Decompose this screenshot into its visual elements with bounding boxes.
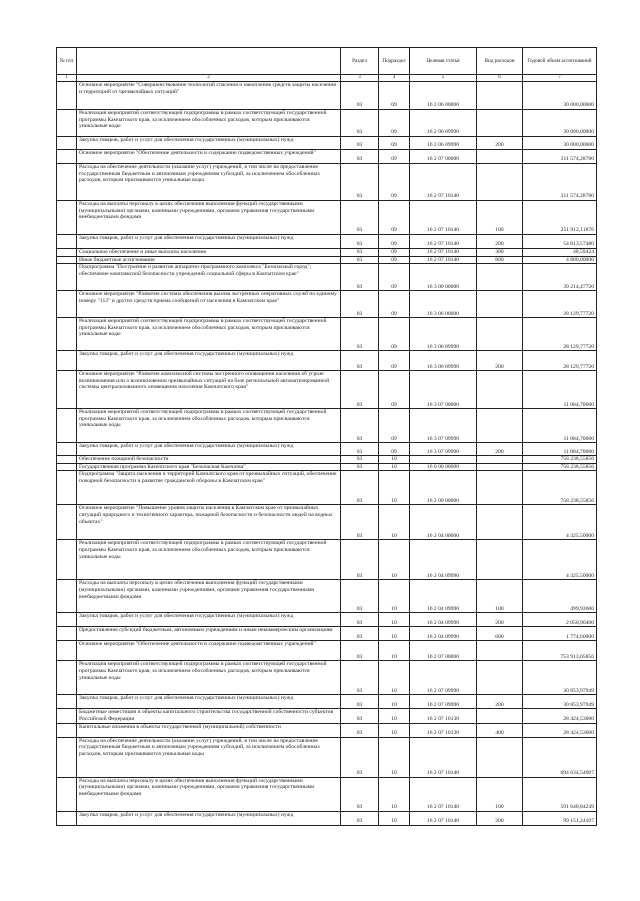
row-amount-cell: 4 325,50000 (523, 540, 597, 580)
row-expense-type-cell: 800 (477, 256, 523, 264)
table-row (57, 777, 597, 811)
row-name-cell: Основное мероприятие "Развитие системы обеспечения вызова экстренных оперативных служб по единому номеру "112" и других средств приема сообщений от населения в Камчатском крае" (77, 291, 341, 318)
table-row (57, 443, 597, 456)
table-row (57, 471, 597, 505)
row-razdel-cell: 03 (341, 709, 379, 723)
table-row (57, 709, 597, 723)
row-podrazdel-cell: 09 (379, 371, 410, 409)
row-podrazdel-cell: 10 (379, 709, 410, 723)
row-amount-cell: 30 853,97949 (523, 661, 597, 695)
table-row (57, 351, 597, 371)
row-target-item-cell: 16 2 06 09990 (410, 110, 477, 137)
column-number: 1 (57, 75, 77, 82)
header-name (77, 48, 341, 75)
row-podrazdel-cell: 09 (379, 409, 410, 443)
row-expense-type-cell: 600 (477, 627, 523, 641)
row-razdel-cell: 03 (341, 777, 379, 811)
row-target-item-cell: 16 2 06 09990 (410, 137, 477, 150)
row-name-cell: Бюджетные инвестиции в объекты капитального строительства государственной собственности субъектов Российской Федерации (77, 709, 341, 723)
row-name-cell: Закупка товаров, работ и услуг для обеспечения государственных (муниципальных) нужд (77, 613, 341, 627)
row-podrazdel-cell: 09 (379, 150, 410, 164)
row-podrazdel-cell: 10 (379, 613, 410, 627)
row-target-item-cell: 16 2 07 10140 (410, 737, 477, 777)
row-number-cell (57, 627, 77, 641)
table-row (57, 811, 597, 825)
row-target-item-cell: 16 2 07 10140 (410, 777, 477, 811)
row-number-cell (57, 661, 77, 695)
row-expense-type-cell: 200 (477, 613, 523, 627)
row-amount-cell: 54 813,57480 (523, 235, 597, 249)
row-expense-type-cell (477, 164, 523, 201)
row-expense-type-cell: 200 (477, 811, 523, 825)
row-number-cell (57, 249, 77, 257)
row-podrazdel-cell: 09 (379, 291, 410, 318)
row-number-cell (57, 164, 77, 201)
table-row (57, 371, 597, 409)
row-number-cell (57, 471, 77, 505)
row-amount-cell: 311 574,28780 (523, 164, 597, 201)
row-razdel-cell: 03 (341, 641, 379, 661)
table-row (57, 249, 597, 257)
table-row (57, 737, 597, 777)
row-target-item-cell: 16 2 06 00000 (410, 82, 477, 110)
row-name-cell: Основное мероприятие "Совершенствование технологий спасения и накопление средств защиты населения и территорий от чрезвычайных ситуаций" (77, 82, 341, 110)
row-expense-type-cell (477, 505, 523, 540)
row-name-cell: Реализация мероприятий соответствующей подпрограммы в рамках соответствующей государственной программы Камчатского края, за исключением обособленных расходов, которым присваиваются уникальные коды (77, 540, 341, 580)
row-amount-cell: 758 238,55856 (523, 471, 597, 505)
row-amount-cell: 758 238,55856 (523, 456, 597, 464)
row-razdel-cell: 03 (341, 150, 379, 164)
table-row (57, 164, 597, 201)
table-body (57, 82, 597, 826)
row-number-cell (57, 256, 77, 264)
row-name-cell: Реализация мероприятий соответствующей подпрограммы в рамках соответствующей государственной программы Камчатского края, за исключением обособленных расходов, которым присваиваются уникальные коды (77, 110, 341, 137)
row-number-cell (57, 150, 77, 164)
row-expense-type-cell (477, 110, 523, 137)
row-razdel-cell: 03 (341, 409, 379, 443)
row-number-cell (57, 777, 77, 811)
row-amount-cell: 99 151,24107 (523, 811, 597, 825)
row-name-cell: Закупка товаров, работ и услуг для обеспечения государственных (муниципальных) нужд (77, 443, 341, 456)
table-row (57, 150, 597, 164)
row-name-cell: Подпрограмма "Построение и развитие аппаратно-программного комплекса "Безопасный город", обеспечение комплексной безопасности учреждений социальной сферы в Камчатском крае" (77, 264, 341, 291)
row-name-cell: Основное мероприятие "Обеспечение деятельности и содержание подведомственных учреждений" (77, 641, 341, 661)
row-expense-type-cell (477, 409, 523, 443)
row-number-cell (57, 318, 77, 351)
table-row (57, 201, 597, 235)
row-expense-type-cell (477, 641, 523, 661)
row-expense-type-cell: 200 (477, 137, 523, 150)
table-row (57, 540, 597, 580)
row-podrazdel-cell: 10 (379, 661, 410, 695)
row-name-cell: Основное мероприятие "Повышение уровня защиты населения в Камчатском крае от чрезвычайных ситуаций природного и техногенного характера, пожарной безопасности и безопасности людей на водных объектах" (77, 505, 341, 540)
row-amount-cell: 30 000,00000 (523, 137, 597, 150)
row-amount-cell: 311 574,28780 (523, 150, 597, 164)
row-target-item-cell: 16 2 07 10140 (410, 164, 477, 201)
row-expense-type-cell (477, 150, 523, 164)
row-amount-cell: 11 084,70000 (523, 371, 597, 409)
row-podrazdel-cell: 10 (379, 471, 410, 505)
row-amount-cell: 30 000,00000 (523, 82, 597, 110)
row-podrazdel-cell: 10 (379, 456, 410, 464)
row-expense-type-cell (477, 291, 523, 318)
row-target-item-cell: 16 2 07 10140 (410, 235, 477, 249)
row-target-item-cell: 16 2 07 10140 (410, 811, 477, 825)
row-razdel-cell: 03 (341, 471, 379, 505)
row-podrazdel-cell: 10 (379, 695, 410, 709)
column-number: 4 (379, 75, 410, 82)
row-target-item-cell: 16 2 04 09990 (410, 580, 477, 613)
row-number-cell (57, 235, 77, 249)
row-amount-cell: 1 774,60000 (523, 627, 597, 641)
row-expense-type-cell (477, 737, 523, 777)
row-amount-cell: 39 214,47720 (523, 264, 597, 291)
table-row (57, 82, 597, 110)
row-name-cell: Расходы на выплаты персоналу в целях обеспечения выполнения функций государственными (муниципальными) органами, казенными учреждениями, органами управления государственными внебюджетными фондами (77, 580, 341, 613)
row-target-item-cell: 16 3 00 00000 (410, 264, 477, 291)
row-podrazdel-cell: 09 (379, 256, 410, 264)
row-target-item-cell: 16 2 00 00000 (410, 471, 477, 505)
row-podrazdel-cell: 10 (379, 627, 410, 641)
row-amount-cell: 48,59424 (523, 249, 597, 257)
row-number-cell (57, 443, 77, 456)
row-razdel-cell: 03 (341, 164, 379, 201)
row-razdel-cell: 03 (341, 613, 379, 627)
row-number-cell (57, 811, 77, 825)
row-expense-type-cell (477, 82, 523, 110)
row-amount-cell: 753 913,05856 (523, 641, 597, 661)
row-expense-type-cell: 200 (477, 443, 523, 456)
row-target-item-cell: 16 3 07 09990 (410, 443, 477, 456)
row-number-cell (57, 540, 77, 580)
row-target-item-cell: 16 3 06 09990 (410, 318, 477, 351)
row-target-item-cell: 16 2 04 09990 (410, 540, 477, 580)
row-podrazdel-cell: 10 (379, 737, 410, 777)
table-row (57, 463, 597, 471)
row-target-item-cell: 16 2 07 10130 (410, 709, 477, 723)
row-expense-type-cell: 200 (477, 235, 523, 249)
row-amount-cell: 758 238,55856 (523, 463, 597, 471)
row-target-item-cell: 16 2 07 00000 (410, 641, 477, 661)
row-number-cell (57, 641, 77, 661)
row-podrazdel-cell: 09 (379, 443, 410, 456)
table-row (57, 264, 597, 291)
table-header-row (57, 48, 597, 75)
header-razdel: Раздел (341, 48, 379, 75)
row-expense-type-cell: 200 (477, 351, 523, 371)
row-expense-type-cell: 100 (477, 580, 523, 613)
row-target-item-cell: 16 2 07 00000 (410, 150, 477, 164)
row-number-cell (57, 456, 77, 464)
row-expense-type-cell: 300 (477, 249, 523, 257)
row-name-cell: Предоставление субсидий бюджетным, автономным учреждениям и иным некоммерческим организациям (77, 627, 341, 641)
row-name-cell: Закупка товаров, работ и услуг для обеспечения государственных (муниципальных) нужд (77, 351, 341, 371)
row-amount-cell: 28 129,77720 (523, 318, 597, 351)
row-target-item-cell: 16 3 06 09990 (410, 351, 477, 371)
table-row (57, 723, 597, 737)
table-row (57, 318, 597, 351)
row-razdel-cell: 03 (341, 695, 379, 709)
row-target-item-cell: 16 2 04 00000 (410, 505, 477, 540)
row-podrazdel-cell: 10 (379, 505, 410, 540)
row-name-cell: Основное мероприятие "Обеспечение деятельности и содержание подведомственных учреждений" (77, 150, 341, 164)
row-amount-cell: 4 800,00000 (523, 256, 597, 264)
row-target-item-cell: 16 2 07 10140 (410, 201, 477, 235)
row-podrazdel-cell: 10 (379, 540, 410, 580)
row-razdel-cell: 03 (341, 291, 379, 318)
row-target-item-cell: 16 2 07 10140 (410, 256, 477, 264)
row-razdel-cell: 03 (341, 201, 379, 235)
row-podrazdel-cell: 09 (379, 137, 410, 150)
header-expense-type: Вид расходов (477, 48, 523, 75)
row-number-cell (57, 737, 77, 777)
row-number-cell (57, 695, 77, 709)
row-target-item-cell: 16 2 04 09990 (410, 613, 477, 627)
row-name-cell: Закупка товаров, работ и услуг для обеспечения государственных (муниципальных) нужд (77, 695, 341, 709)
row-number-cell (57, 201, 77, 235)
row-razdel-cell: 03 (341, 580, 379, 613)
table-row (57, 627, 597, 641)
row-podrazdel-cell: 10 (379, 777, 410, 811)
row-number-cell (57, 613, 77, 627)
row-name-cell: Социальное обеспечение и иные выплаты населению (77, 249, 341, 257)
row-razdel-cell: 03 (341, 540, 379, 580)
row-razdel-cell: 03 (341, 811, 379, 825)
row-target-item-cell: 16 2 07 09990 (410, 695, 477, 709)
row-podrazdel-cell: 09 (379, 235, 410, 249)
row-podrazdel-cell: 09 (379, 318, 410, 351)
row-podrazdel-cell: 09 (379, 164, 410, 201)
row-amount-cell: 251 912,11876 (523, 201, 597, 235)
row-razdel-cell: 03 (341, 249, 379, 257)
row-expense-type-cell (477, 661, 523, 695)
row-amount-cell: 4 325,50000 (523, 505, 597, 540)
row-name-cell: Реализация мероприятий соответствующей подпрограммы в рамках соответствующей государственной программы Камчатского края, за исключением обособленных расходов, которым присваиваются уникальные коды (77, 409, 341, 443)
row-expense-type-cell: 100 (477, 201, 523, 235)
row-expense-type-cell (477, 456, 523, 464)
table-row (57, 641, 597, 661)
row-name-cell: Капитальные вложения в объекты государственной (муниципальной) собственности (77, 723, 341, 737)
row-name-cell: Закупка товаров, работ и услуг для обеспечения государственных (муниципальных) нужд (77, 811, 341, 825)
header-number: № п/п (57, 48, 77, 75)
row-target-item-cell: 16 3 06 00000 (410, 291, 477, 318)
row-razdel-cell: 03 (341, 256, 379, 264)
row-name-cell: Реализация мероприятий соответствующей подпрограммы в рамках соответствующей государственной программы Камчатского края, за исключением обособленных расходов, которым присваиваются уникальные коды (77, 318, 341, 351)
row-name-cell: Закупка товаров, работ и услуг для обеспечения государственных (муниципальных) нужд (77, 235, 341, 249)
row-number-cell (57, 505, 77, 540)
row-target-item-cell: 16 3 07 09990 (410, 409, 477, 443)
header-target-item: Целевая статья (410, 48, 477, 75)
row-amount-cell: 694 634,54907 (523, 737, 597, 777)
row-amount-cell: 591 648,84249 (523, 777, 597, 811)
table-row (57, 456, 597, 464)
row-name-cell: Государственная программа Камчатского края "Безопасная Камчатка" (77, 463, 341, 471)
row-name-cell: Расходы на обеспечение деятельности (оказание услуг) учреждений, в том числе на предоставление государственным бюджетным и автономным учреждениям субсидий, за исключением обособленных расходов, которым присваиваются уникальные коды (77, 164, 341, 201)
table-row (57, 613, 597, 627)
row-name-cell: Закупка товаров, работ и услуг для обеспечения государственных (муниципальных) нужд (77, 137, 341, 150)
row-podrazdel-cell: 09 (379, 110, 410, 137)
row-podrazdel-cell: 10 (379, 463, 410, 471)
column-number: 7 (523, 75, 597, 82)
row-razdel-cell: 03 (341, 627, 379, 641)
row-razdel-cell: 03 (341, 351, 379, 371)
row-target-item-cell: 16 2 07 10140 (410, 249, 477, 257)
table-row (57, 661, 597, 695)
row-target-item-cell: 16 3 07 00000 (410, 371, 477, 409)
row-podrazdel-cell: 10 (379, 580, 410, 613)
row-amount-cell: 28 424,53000 (523, 709, 597, 723)
budget-table-page (56, 47, 596, 826)
table-row (57, 580, 597, 613)
table-row (57, 695, 597, 709)
row-amount-cell: 30 000,00000 (523, 110, 597, 137)
row-amount-cell: 30 853,97949 (523, 695, 597, 709)
row-razdel-cell: 03 (341, 318, 379, 351)
row-expense-type-cell (477, 371, 523, 409)
row-expense-type-cell: 200 (477, 695, 523, 709)
row-number-cell (57, 463, 77, 471)
row-podrazdel-cell: 09 (379, 201, 410, 235)
table-row (57, 256, 597, 264)
row-target-item-cell: 16 2 07 09990 (410, 661, 477, 695)
table-row (57, 409, 597, 443)
row-number-cell (57, 409, 77, 443)
row-podrazdel-cell: 10 (379, 641, 410, 661)
row-expense-type-cell (477, 318, 523, 351)
row-razdel-cell: 03 (341, 661, 379, 695)
column-number: 5 (410, 75, 477, 82)
row-name-cell: Расходы на выплаты персоналу в целях обеспечения выполнения функций государственными (муниципальными) органами, казенными учреждениями, органами управления государственными внебюджетными фондами (77, 201, 341, 235)
row-razdel-cell: 03 (341, 723, 379, 737)
column-number: 2 (77, 75, 341, 82)
table-row (57, 110, 597, 137)
row-razdel-cell: 03 (341, 264, 379, 291)
row-amount-cell: 11 084,70000 (523, 409, 597, 443)
row-podrazdel-cell: 09 (379, 351, 410, 371)
row-number-cell (57, 137, 77, 150)
row-name-cell: Подпрограмма "Защита населения и территорий Камчатского края от чрезвычайных ситуаций, обеспечение пожарной безопасности и развитие гражданской обороны в Камчатском крае" (77, 471, 341, 505)
row-target-item-cell (410, 456, 477, 464)
row-number-cell (57, 291, 77, 318)
row-number-cell (57, 82, 77, 110)
row-number-cell (57, 580, 77, 613)
row-razdel-cell: 03 (341, 463, 379, 471)
row-razdel-cell: 03 (341, 737, 379, 777)
row-name-cell: Расходы на выплаты персоналу в целях обеспечения выполнения функций государственными (муниципальными) органами, казенными учреждениями, органами управления государственными внебюджетными фондами (77, 777, 341, 811)
row-target-item-cell: 16 2 07 10130 (410, 723, 477, 737)
row-podrazdel-cell: 10 (379, 811, 410, 825)
row-number-cell (57, 264, 77, 291)
row-expense-type-cell (477, 540, 523, 580)
row-razdel-cell: 03 (341, 505, 379, 540)
row-expense-type-cell: 400 (477, 723, 523, 737)
row-podrazdel-cell: 10 (379, 723, 410, 737)
table-row (57, 137, 597, 150)
row-target-item-cell: 16 0 00 00000 (410, 463, 477, 471)
row-name-cell: Расходы на обеспечение деятельности (оказание услуг) учреждений, в том числе на предоставление государственным бюджетным и автономным учреждениям субсидий, за исключением обособленных расходов, которым присваиваются уникальные коды (77, 737, 341, 777)
row-name-cell: Основное мероприятие "Развитие комплексной системы экстренного оповещения населения об угрозе возникновения или о возникновении чрезвычайных ситуаций на базе региональной автоматизированной системы централизованного оповещения населения Камчатского края" (77, 371, 341, 409)
row-number-cell (57, 709, 77, 723)
header-annual-amount: Годовой объем ассигнований (523, 48, 597, 75)
row-razdel-cell: 03 (341, 82, 379, 110)
row-name-cell: Иные бюджетные ассигнования (77, 256, 341, 264)
row-number-cell (57, 110, 77, 137)
column-number-row (57, 75, 597, 82)
row-name-cell: Реализация мероприятий соответствующей подпрограммы в рамках соответствующей государственной программы Камчатского края, за исключением обособленных расходов, которым присваиваются уникальные коды (77, 661, 341, 695)
row-target-item-cell: 16 2 04 09990 (410, 627, 477, 641)
column-number: 3 (341, 75, 379, 82)
row-podrazdel-cell: 09 (379, 249, 410, 257)
row-amount-cell: 499,93600 (523, 580, 597, 613)
row-expense-type-cell: 100 (477, 777, 523, 811)
row-amount-cell: 28 424,53000 (523, 723, 597, 737)
row-amount-cell: 28 129,77720 (523, 291, 597, 318)
row-amount-cell: 11 084,70000 (523, 443, 597, 456)
row-name-cell: Обеспечение пожарной безопасности (77, 456, 341, 464)
row-razdel-cell: 03 (341, 110, 379, 137)
column-number: 6 (477, 75, 523, 82)
row-razdel-cell: 03 (341, 443, 379, 456)
row-number-cell (57, 723, 77, 737)
row-razdel-cell: 03 (341, 371, 379, 409)
row-razdel-cell: 03 (341, 235, 379, 249)
row-podrazdel-cell: 09 (379, 82, 410, 110)
row-razdel-cell: 03 (341, 456, 379, 464)
row-amount-cell: 2 050,96400 (523, 613, 597, 627)
row-expense-type-cell (477, 463, 523, 471)
row-amount-cell: 28 129,77720 (523, 351, 597, 371)
row-number-cell (57, 351, 77, 371)
row-podrazdel-cell: 09 (379, 264, 410, 291)
header-podrazdel: Подраздел (379, 48, 410, 75)
table-row (57, 291, 597, 318)
budget-table (56, 47, 597, 826)
row-expense-type-cell (477, 709, 523, 723)
table-row (57, 505, 597, 540)
row-number-cell (57, 371, 77, 409)
row-expense-type-cell (477, 471, 523, 505)
row-expense-type-cell (477, 264, 523, 291)
row-razdel-cell: 03 (341, 137, 379, 150)
table-row (57, 235, 597, 249)
